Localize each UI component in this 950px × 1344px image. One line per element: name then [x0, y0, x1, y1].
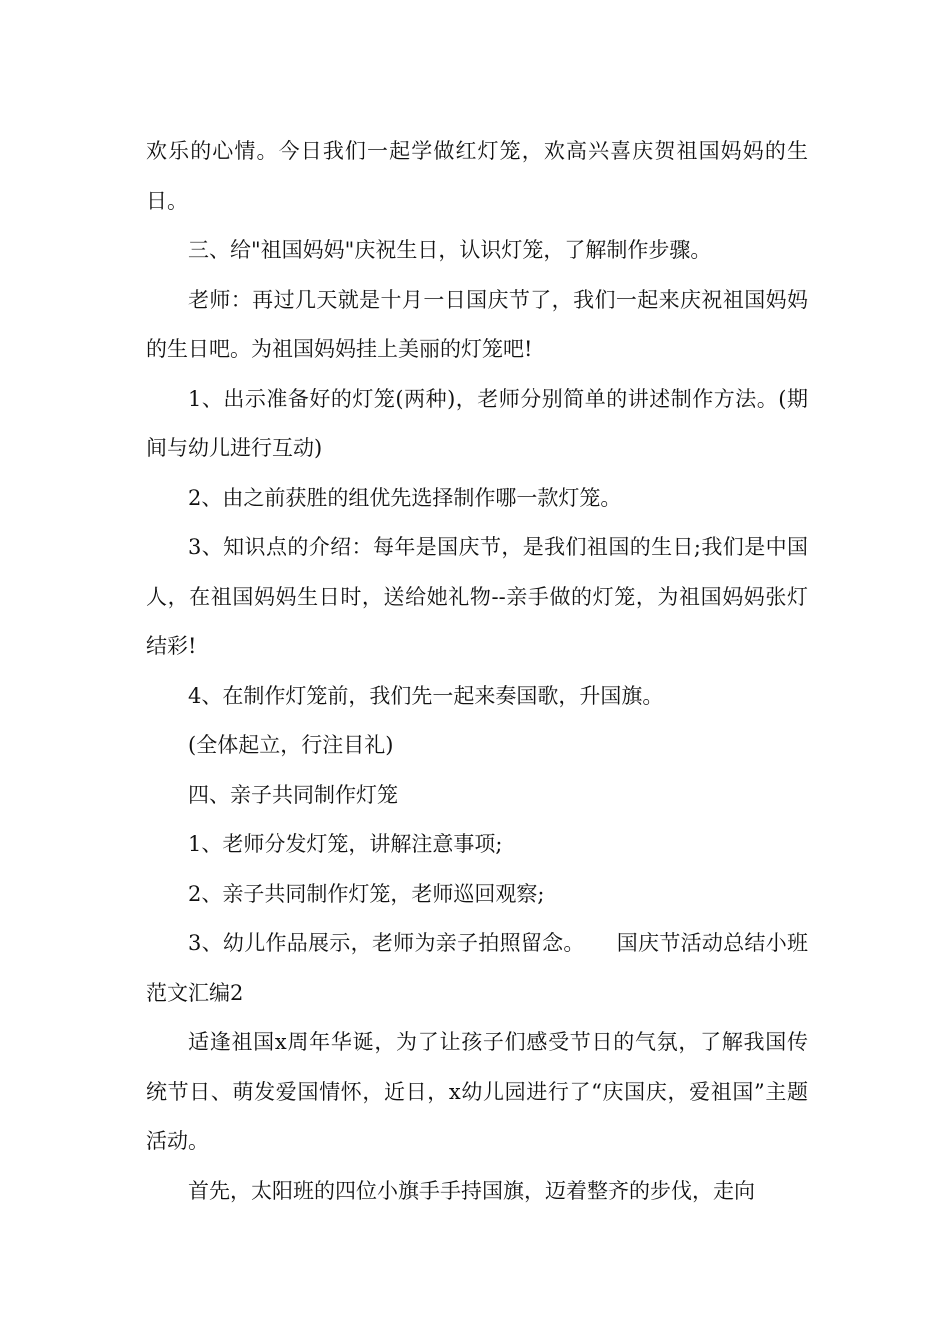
paragraph-11: 2、亲子共同制作灯笼，老师巡回观察;	[188, 881, 545, 906]
paragraph-2: 三、给"祖国妈妈"庆祝生日，认识灯笼，了解制作步骤。	[188, 238, 712, 262]
paragraph-9: 四、亲子共同制作灯笼	[188, 782, 398, 807]
document-body	[146, 127, 808, 1216]
paragraph-7: 4、在制作灯笼前，我们先一起来奏国歌，升国旗。	[188, 683, 664, 708]
paragraph-3: 老师：再过几天就是十月一日国庆节了，我们一起来庆祝祖国妈妈的生日吧。为祖国妈妈挂上美丽的灯笼吧!	[146, 287, 808, 361]
paragraph-8: (全体起立，行注目礼)	[188, 733, 394, 757]
paragraph-13: 适逢祖国x周年华诞，为了让孩子们感受节日的气氛，了解我国传统节日、萌发爱国情怀，近日，x幼儿园进行了“庆国庆，爱祖国”主题活动。	[146, 1030, 808, 1153]
paragraph-10: 1、老师分发灯笼，讲解注意事项;	[188, 832, 503, 856]
paragraph-5: 2、由之前获胜的组优先选择制作哪一款灯笼。	[188, 485, 622, 510]
paragraph-6: 3、知识点的介绍：每年是国庆节，是我们祖国的生日;我们是中国人，在祖国妈妈生日时，送给她礼物--亲手做的灯笼，为祖国妈妈张灯结彩!	[146, 535, 808, 658]
paragraph-1: 欢乐的心情。今日我们一起学做红灯笼，欢高兴喜庆贺祖国妈妈的生日。	[146, 139, 808, 213]
paragraph-14: 首先，太阳班的四位小旗手手持国旗，迈着整齐的步伐，走向	[188, 1178, 755, 1203]
paragraph-4: 1、出示准备好的灯笼(两种)，老师分别简单的讲述制作方法。(期间与幼儿进行互动)	[146, 386, 808, 460]
paragraph-12: 3、幼儿作品展示，老师为亲子拍照留念。 国庆节活动总结小班范文汇编2	[146, 931, 808, 1005]
